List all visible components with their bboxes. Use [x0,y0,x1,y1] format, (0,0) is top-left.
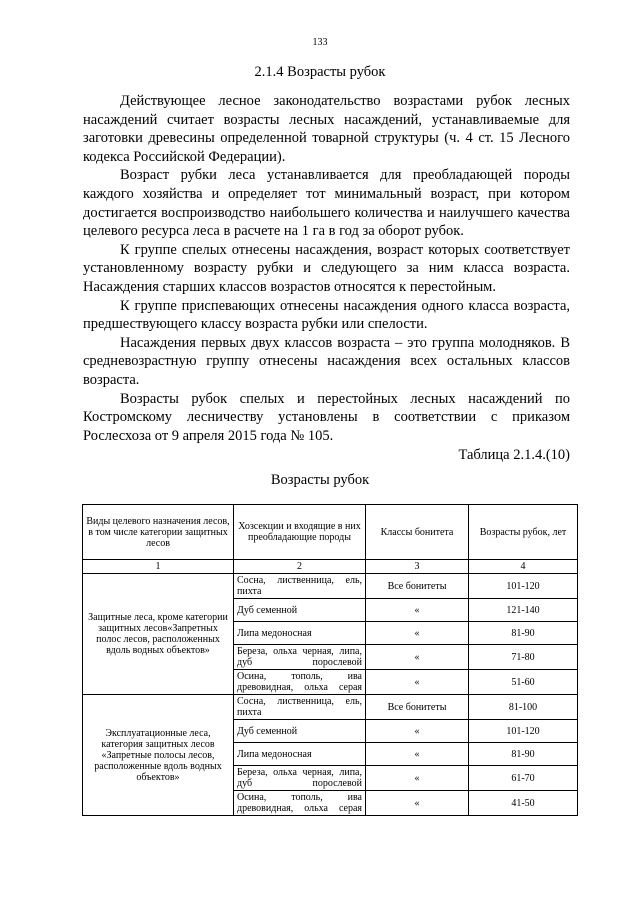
paragraph: Действующее лесное законодательство возрастами рубок лесных насаждений считает возрасты лесных насаждений, устанавливаемые для заготовки древесины определенной товарной структуры (ч. 4 ст. 15 Лесного кодекса Российской Федерации). [83,93,570,165]
bonitet-cell: « [366,622,469,645]
age-cell: 61-70 [469,766,578,791]
age-cell: 41-50 [469,791,578,816]
column-number: 1 [83,560,234,574]
species-cell: Береза, ольха черная, липа, дуб порослевой [234,766,366,791]
column-header: Виды целевого назначения лесов, в том числе категории защитных лесов [83,505,234,560]
paragraph: Возрасты рубок спелых и перестойных лесных насаждений по Костромскому лесничеству установлены в соответствии с приказом Рослесхоза от 9 апреля 2015 года № 105. [83,390,570,444]
column-header: Возрасты рубок, лет [469,505,578,560]
species-cell: Сосна, лиственница, ель, пихта [234,695,366,720]
bonitet-cell: « [366,766,469,791]
paragraph: К группе спелых отнесены насаждения, возраст которых соответствует установленному возрасту рубки и следующего за ним класса возраста. Насаждения старших классов возрастов относятся к перестойным. [83,241,570,295]
age-cell: 101-120 [469,720,578,743]
age-cell: 121-140 [469,599,578,622]
species-cell: Береза, ольха черная, липа, дуб порослевой [234,645,366,670]
species-cell: Осина, тополь, ива древовидная, ольха серая [234,791,366,816]
paragraph: Возраст рубки леса устанавливается для преобладающей породы каждого хозяйства и определяет тот минимальный возраст, при котором достигается воспроизводство наибольшего количества и наилучшего качества целевого ресурса леса в расчете на 1 га в год за оборот рубок. [83,167,570,240]
table-header-row [83,505,578,560]
section-heading: 2.1.4 Возрасты рубок [254,64,386,80]
species-cell: Сосна, лиственница, ель, пихта [234,574,366,599]
bonitet-cell: « [366,599,469,622]
column-number-row [83,560,578,574]
purpose-cell: Эксплуатационные леса, категория защитных лесов «Запретные полосы лесов, расположенные вдоль водных объектов» [83,695,234,816]
table-row [83,695,578,720]
species-cell: Дуб семенной [234,599,366,622]
column-number: 4 [469,560,578,574]
age-cell: 71-80 [469,645,578,670]
age-cell: 81-90 [469,743,578,766]
bonitet-cell: « [366,645,469,670]
bonitet-cell: « [366,743,469,766]
paragraph: К группе приспевающих отнесены насаждения одного класса возраста, предшествующего классу возраста рубки или спелости. [83,297,570,333]
species-cell: Осина, тополь, ива древовидная, ольха серая [234,670,366,695]
column-number: 3 [366,560,469,574]
species-cell: Липа медоносная [234,743,366,766]
page-number: 133 [312,37,328,48]
age-cell: 81-90 [469,622,578,645]
age-cell: 81-100 [469,695,578,720]
species-cell: Липа медоносная [234,622,366,645]
column-number: 2 [234,560,366,574]
column-header: Классы бонитета [366,505,469,560]
bonitet-cell: « [366,720,469,743]
body-text [83,92,570,465]
paragraph: Насаждения первых двух классов возраста – это группа молодняков. В средневозрастную группу отнесены насаждения всех остальных классов возраста. [83,334,570,388]
purpose-cell: Защитные леса, кроме категории защитных лесов«Запретных полос лесов, расположенных вдоль водных объектов» [83,574,234,695]
bonitet-cell: Все бонитеты [366,574,469,599]
age-cell: 101-120 [469,574,578,599]
cutting-age-table [82,504,578,816]
bonitet-cell: Все бонитеты [366,695,469,720]
column-header: Хозсекции и входящие в них преобладающие породы [234,505,366,560]
table-row [83,574,578,599]
age-cell: 51-60 [469,670,578,695]
species-cell: Дуб семенной [234,720,366,743]
table-title: Возрасты рубок [270,472,370,488]
bonitet-cell: « [366,791,469,816]
bonitet-cell: « [366,670,469,695]
table-label: Таблица 2.1.4.(10) [458,447,570,464]
